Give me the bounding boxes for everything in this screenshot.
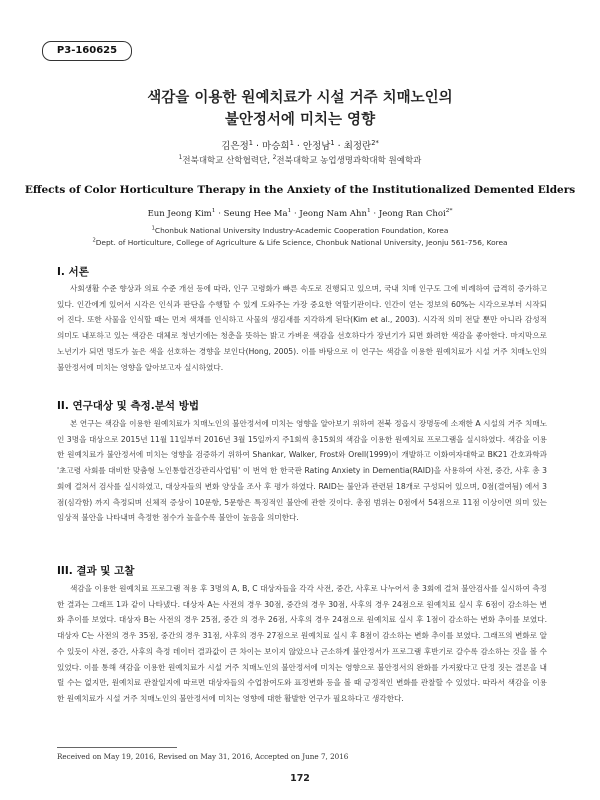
author-name: 최정란: [343, 141, 372, 152]
author-name: Jeong Nam Ahn: [299, 209, 367, 219]
affil-text: Chonbuk National University Industry-Academic Cooperation Foundation, Korea: [154, 226, 449, 235]
author-separator: ·: [215, 209, 224, 219]
affil-text: 전북대학교 농업생명과학대학 원예학과: [276, 156, 422, 166]
author-affil-marker: 2*: [371, 138, 379, 147]
affil-text: Dept. of Horticulture, College of Agriculture & Life Science, Chonbuk National University, Jeonju 561-756, Korea: [95, 238, 508, 247]
author-affil-marker: 1: [248, 138, 253, 147]
korean-title-line-2: 불안정서에 미치는 영향: [224, 112, 376, 128]
author-affil-marker: 1: [289, 138, 294, 147]
author-name: Eun Jeong Kim: [147, 209, 212, 219]
section-body-introduction: 사회생활 수준 향상과 의료 수준 개선 등에 따라, 인구 고령화가 빠른 속도로 진행되고 있으며, 국내 치매 인구도 그에 비례하여 급격히 증가하고 있다. 인간에게 있어서 시각은 인식과 판단을 수행할 수 있게 도와주는 가장 중요한 역할기관이다. 인간이 얻는 정보의 60%는 시각으로부터 시작되어 진다. 또한 사물을 인식할 때는 먼저 색채를 인식하고 사물의 생김새를 지각하게 된다(Kim et al., 2003). 시각적 의미 전달 뿐만 아니라 감성적 의미도 내포하고 있는 색감은 대체로 청년기에는 청춘을 뜻하는 밝고 가벼운 색감을 선호하다가 장년기가 되면 화려한 색감을 좋아한다. 마지막으로 노년기가 되면 명도가 높은 색을 선호하는 경향을 보인다(Hong, 2005). 이를 바탕으로 이 연구는 색감을 이용한 원예치료가 시설 거주 치매노인의 불안정서에 미치는 영향을 알아보고자 실시하였다.: [57, 284, 547, 372]
author-name: 마승희: [262, 141, 290, 152]
author-separator: ·: [370, 209, 379, 219]
author-name: 김은정: [221, 141, 249, 152]
section-heading-methods: II. 연구대상 및 측정.분석 방법: [57, 400, 199, 412]
korean-title-line-1: 색감을 이용한 원예치료가 시설 거주 치매노인의: [147, 90, 453, 106]
korean-authors: [0, 138, 600, 152]
author-separator: ·: [334, 141, 344, 152]
author-affil-marker: 1: [366, 207, 371, 215]
author-separator: ·: [291, 209, 300, 219]
author-name: 안정남: [302, 141, 331, 152]
english-affiliation-1: [0, 226, 600, 235]
english-authors: [0, 209, 600, 219]
section-heading-introduction: I. 서론: [57, 266, 89, 278]
author-affil-marker: 2*: [445, 207, 453, 215]
korean-affiliations: [0, 154, 600, 166]
author-name: Jeong Ran Choi: [378, 209, 446, 219]
page-number: 172: [290, 773, 310, 784]
section-body-results: 색감을 이용한 원예치료 프로그램 적용 후 3명의 A, B, C 대상자들을 각각 사전, 중간, 사후로 나누어서 총 3회에 걸쳐 불안검사를 실시하여 측정한 결과는 그래프 1과 같이 나타냈다. 대상자 A는 사전의 경우 30점, 중간의 경우 30점, 사후의 경우 24점으로 원예치료 실시 후 6점이 감소하는 변화 추이를 보였다. 대상자 B는 사전의 경우 25점, 중간 의 경우 26점, 사후의 경우 24점으로 원예치료 실시 후 1점이 감소하는 변화 추이를 보였다. 대상자 C는 사전의 경우 35점, 중간의 경우 31점, 사후의 경우 27점으로 원예치료 실시 후 8점이 감소하는 변화 추이를 보였다. 그래프의 변화로 알 수 있듯이 사전, 중간, 사후의 측정 데이터 결과값이 큰 차이는 보이지 않았으나 근소하게 불안정서가 프로그램 후반기로 갈수록 감소하는 것을 볼 수 있었다. 이를 통해 색감을 이용한 원예치료가 시설 거주 치매노인의 불안정서에 미치는 영향으로 불안정서의 완화를 가져왔다고 단정 짓는 결론을 내릴 수는 없지만, 원예치료 관찰일지에 따르면 대상자들의 수업참여도와 표정변화 등을 볼 때 긍정적인 변화를 관찰할 수 있었다. 따라서 색감을 이용한 원예치료가 시설 거주 치매노인의 불안정서에 미치는 영향에 대한 활발한 연구가 필요하다고 생각한다.: [57, 584, 547, 703]
affil-marker: 2: [92, 237, 96, 244]
english-title: Effects of Color Horticulture Therapy in the Anxiety of the Institutionalized Demented Elders: [24, 184, 576, 196]
section-body-methods: 본 연구는 색감을 이용한 원예치료가 치매노인의 불안정서에 미치는 영향을 알아보기 위하여 전북 정읍시 장명동에 소재한 A 시설의 거주 치매노인 3명을 대상으로 2015년 11월 11일부터 2016년 3월 15일까지 주1회씩 총15회의 색감을 이용한 원예치료 프로그램을 실시하였다. 색감을 이용한 원예치료가 불안정서에 미치는 영향을 검증하기 위하여 Shankar, Walker, Frost와 Orell(1999)이 개발하고 이화여자대학교 BK21 간호과학과 '초고령 사회를 대비한 맞춤형 노인통합건강관리사업팀' 이 번역 한 한국판 Rating Anxiety in Dementia(RAID)을 사용하여 사전, 중간, 사후 총 3회에 걸쳐서 검사를 실시하였고, 대상자들의 변화 양상을 조사 후 평가 하였다. RAID는 불안과 관련된 18개로 구성되어 있으며, 0점(결여됨) 에서 3점(심각함) 까지 측정되며 신체적 증상이 10문항, 5문항은 특징적인 불안에 관한 것이다. 총점 범위는 0점에서 54점으로 11점 이상이면 의미 있는 임상적 불안을 나타내며 측정한 점수가 높을수록 불안이 높음을 의미한다.: [57, 419, 547, 523]
affil-marker: 2: [272, 154, 277, 162]
affil-marker: 1: [151, 225, 155, 232]
english-affiliation-2: [0, 238, 600, 247]
footnote-divider: [57, 747, 177, 748]
author-affil-marker: 1: [287, 207, 292, 215]
author-separator: ·: [293, 141, 303, 152]
affil-text: 전북대학교 산학협력단,: [182, 156, 273, 166]
affil-marker: 1: [178, 154, 183, 162]
received-dates-footnote: Received on May 19, 2016, Revised on May 31, 2016, Accepted on June 7, 2016: [57, 752, 349, 761]
author-separator: ·: [252, 141, 263, 152]
author-name: Seung Hee Ma: [223, 209, 288, 219]
section-heading-results: III. 결과 및 고찰: [57, 565, 135, 577]
author-affil-marker: 1: [211, 207, 216, 215]
poster-id-badge: P3-160625: [42, 41, 132, 61]
author-affil-marker: 1: [330, 138, 335, 147]
